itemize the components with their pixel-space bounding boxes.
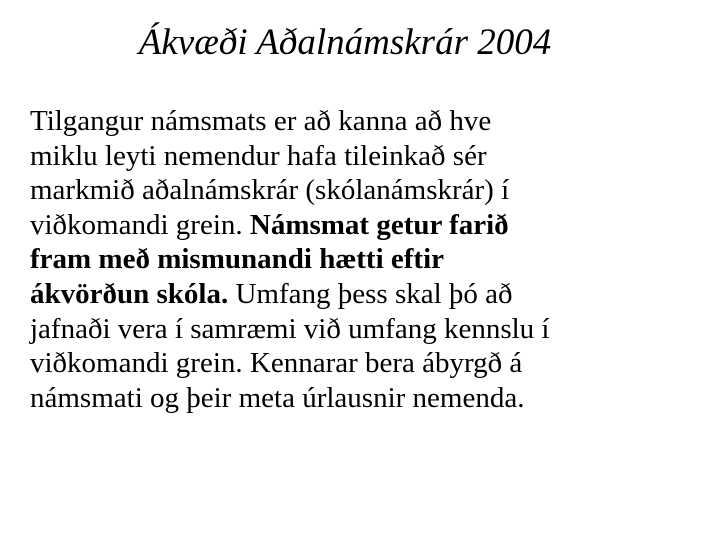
body-text-emphasis: Námsmat getur farið [249,208,509,241]
body-line: jafnaði vera í samræmi við umfang kennslu í [30,312,550,345]
body-line: viðkomandi grein. Kennarar bera ábyrgð á [30,347,523,380]
body-text-emphasis: ákvörðun skóla. [30,277,229,310]
body-text-plain: Umfang þess skal þó að [228,277,513,310]
slide-title: Ákvæði Aðalnámskrár 2004 [138,22,552,63]
body-line [30,242,702,277]
body-line: Tilgangur námsmats er að kanna að hve [30,105,492,137]
body-line: miklu leyti nemendur hafa tileinkað sér [30,139,487,172]
body-line: námsmati og þeir meta úrlausnir nemenda. [30,381,525,414]
body-line: markmið aðalnámskrár (skólanámskrár) í [30,174,510,207]
body-text-plain: viðkomandi grein. [30,208,250,241]
body-text-emphasis: fram með mismunandi hætti eftir [30,243,445,276]
body-line [30,208,702,243]
body-line [30,277,702,312]
slide-body-text [30,104,702,415]
